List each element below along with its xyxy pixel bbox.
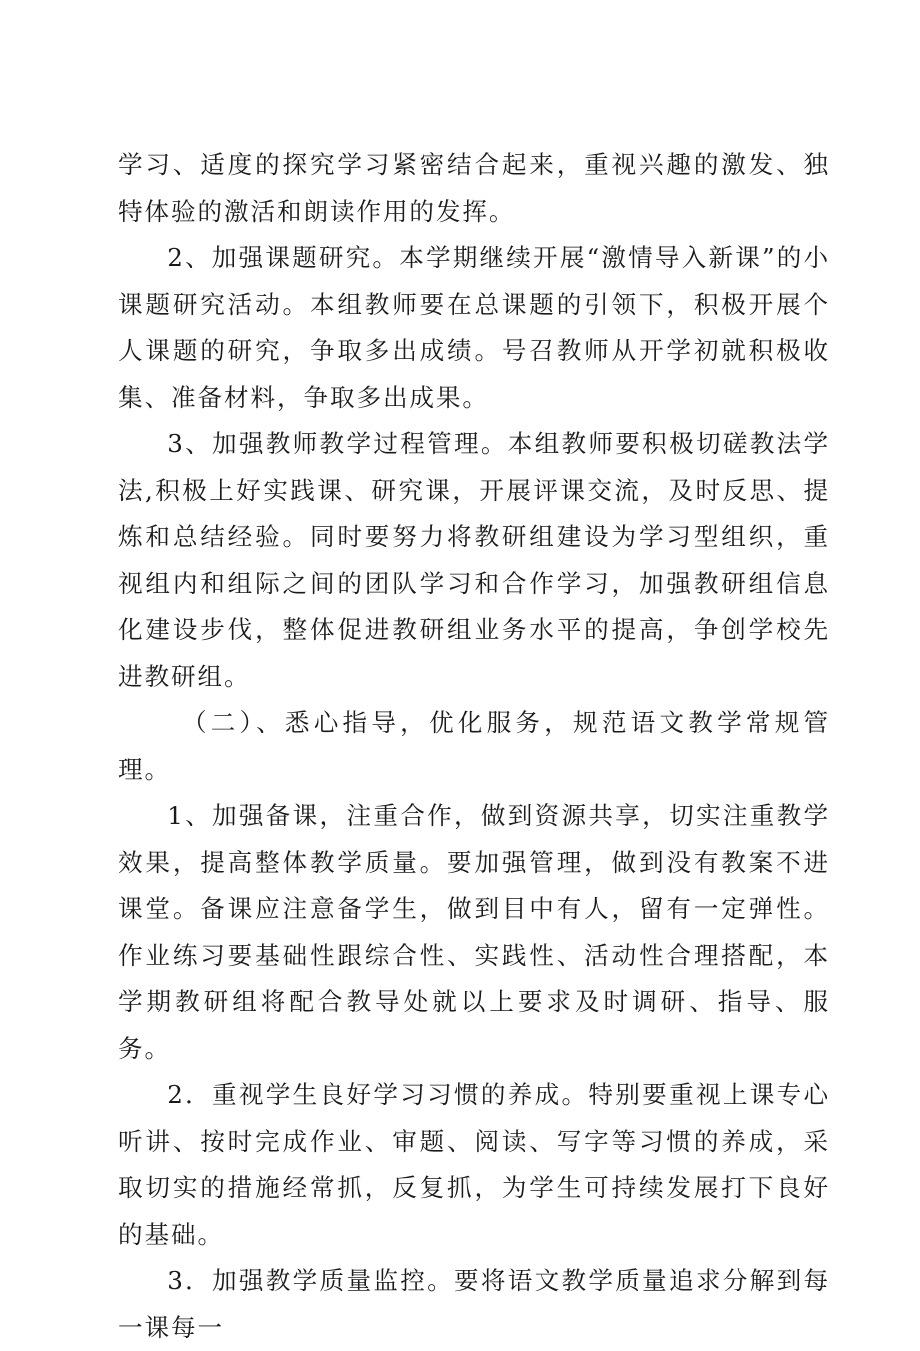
paragraph-study-habits: 2．重视学生良好学习习惯的养成。特别要重视上课专心听讲、按时完成作业、审题、阅读、写字等习惯的养成，采取切实的措施经常抓，反复抓，为学生可持续发展打下良好的基础。 <box>118 1080 830 1249</box>
paragraph-quality-monitoring: 3．加强教学质量监控。要将语文教学质量追求分解到每一课每一 <box>118 1266 830 1342</box>
paragraph-teaching-process: 3、加强教师教学过程管理。本组教师要积极切磋教法学法,积极上好实践课、研究课，开展评课交流，及时反思、提炼和总结经验。同时要努力将教研组建设为学习型组织，重视组内和组际之间的团队学习和合作学习，加强教研组信息化建设步伐，整体促进教研组业务水平的提高，争创学校先进教研组。 <box>118 429 830 691</box>
section-heading: （二）、悉心指导，优化服务，规范语文教学常规管理。 <box>118 708 830 784</box>
paragraph-continuation: 学习、适度的探究学习紧密结合起来，重视兴趣的激发、独特体验的激活和朗读作用的发挥。 <box>118 150 830 226</box>
document-body <box>118 142 830 1351</box>
paragraph-lesson-prep: 1、加强备课，注重合作，做到资源共享，切实注重教学效果，提高整体教学质量。要加强管理，做到没有教案不进课堂。备课应注意备学生，做到目中有人，留有一定弹性。作业练习要基础性跟综合性、实践性、活动性合理搭配，本学期教研组将配合教导处就以上要求及时调研、指导、服务。 <box>118 801 830 1063</box>
paragraph-topic-research: 2、加强课题研究。本学期继续开展“激情导入新课”的小课题研究活动。本组教师要在总课题的引领下，积极开展个人课题的研究，争取多出成绩。号召教师从开学初就积极收集、准备材料，争取多出成果。 <box>118 243 830 412</box>
